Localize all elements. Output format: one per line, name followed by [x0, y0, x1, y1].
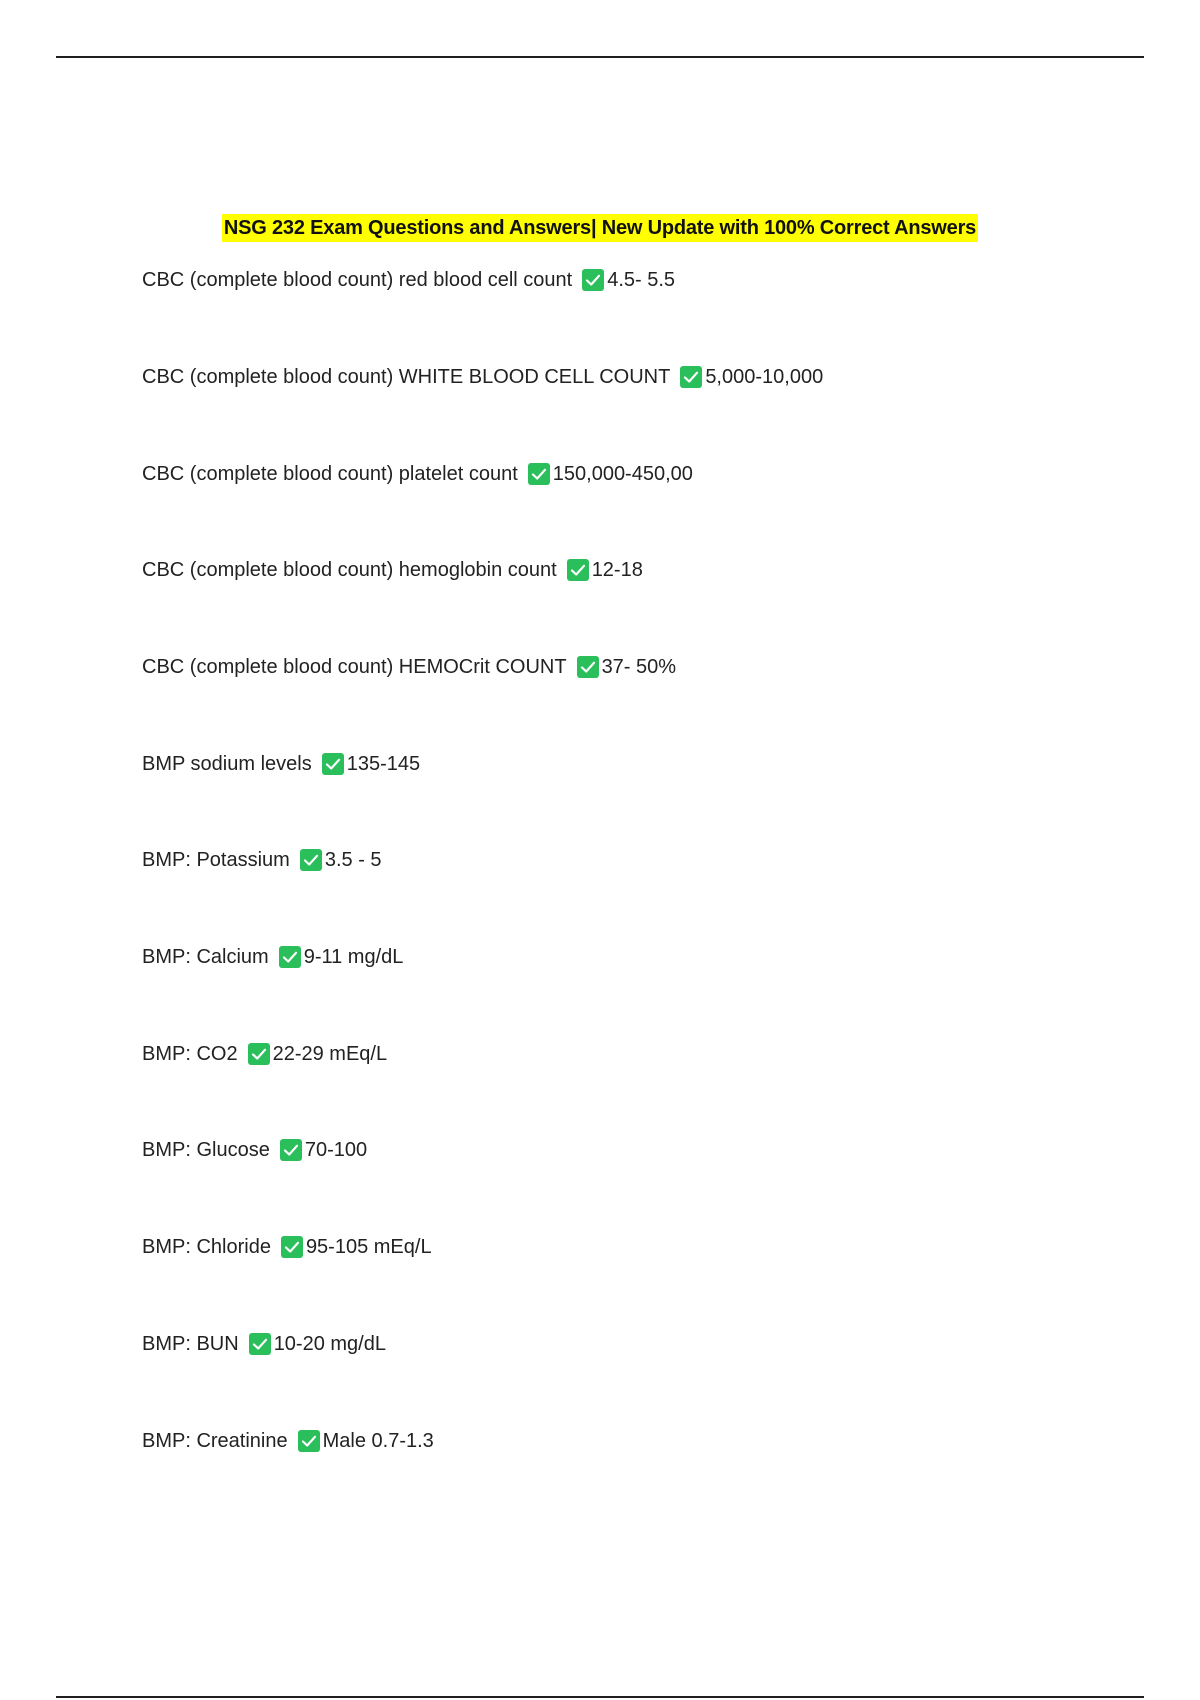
- question-text: CBC (complete blood count) red blood cell count: [142, 269, 573, 291]
- question-text: BMP: Potassium: [142, 849, 290, 871]
- checkmark-icon: [249, 1333, 271, 1355]
- question-text: BMP: Calcium: [142, 946, 269, 968]
- question-text: BMP: BUN: [142, 1333, 239, 1355]
- answer-text: 95-105 mEq/L: [305, 1236, 432, 1258]
- question-text: BMP: Creatinine: [142, 1430, 288, 1452]
- answer-text: 135-145: [346, 753, 421, 775]
- question-text: CBC (complete blood count) WHITE BLOOD CELL COUNT: [142, 366, 671, 388]
- question-text: CBC (complete blood count) HEMOCrit COUNT: [142, 656, 567, 678]
- question-text: CBC (complete blood count) hemoglobin count: [142, 559, 557, 581]
- checkmark-icon: [528, 463, 550, 485]
- checkmark-icon: [300, 849, 322, 871]
- question-text: CBC (complete blood count) platelet count: [142, 463, 518, 485]
- answer-text: 37- 50%: [601, 656, 677, 678]
- qa-item: [142, 846, 382, 874]
- qa-item: [142, 556, 643, 584]
- question-text: BMP sodium levels: [142, 753, 312, 775]
- answer-text: 22-29 mEq/L: [272, 1043, 388, 1065]
- question-text: BMP: Chloride: [142, 1236, 271, 1258]
- answer-text: 4.5- 5.5: [607, 269, 676, 291]
- answer-text: 150,000-450,00: [552, 463, 693, 485]
- footer-rule: [56, 1696, 1144, 1698]
- question-text: BMP: Glucose: [142, 1139, 270, 1161]
- qa-item: [142, 363, 823, 391]
- answer-text: 70-100: [304, 1139, 368, 1161]
- checkmark-icon: [248, 1043, 270, 1065]
- answer-text: 9-11 mg/dL: [303, 946, 404, 968]
- answer-text: 3.5 - 5: [324, 849, 382, 871]
- qa-item: [142, 750, 420, 778]
- checkmark-icon: [582, 269, 604, 291]
- answer-text: 12-18: [591, 559, 643, 581]
- qa-item: [142, 1330, 386, 1358]
- qa-item: [142, 943, 403, 971]
- question-text: BMP: CO2: [142, 1043, 238, 1065]
- checkmark-icon: [281, 1236, 303, 1258]
- qa-item: [142, 266, 675, 294]
- answer-text: Male 0.7-1.3: [322, 1430, 434, 1452]
- qa-item: [142, 1427, 434, 1455]
- checkmark-icon: [567, 559, 589, 581]
- checkmark-icon: [577, 656, 599, 678]
- answer-text: 10-20 mg/dL: [273, 1333, 386, 1355]
- qa-item: [142, 1233, 432, 1261]
- qa-item: [142, 1136, 367, 1164]
- qa-item: [142, 460, 693, 488]
- qa-item: [142, 653, 676, 681]
- checkmark-icon: [680, 366, 702, 388]
- checkmark-icon: [280, 1139, 302, 1161]
- checkmark-icon: [279, 946, 301, 968]
- checkmark-icon: [298, 1430, 320, 1452]
- document-title: NSG 232 Exam Questions and Answers| New Update with 100% Correct Answers: [222, 214, 978, 242]
- title-block: [0, 214, 1200, 242]
- header-rule: [56, 56, 1144, 58]
- qa-item: [142, 1040, 387, 1068]
- answer-text: 5,000-10,000: [705, 366, 824, 388]
- checkmark-icon: [322, 753, 344, 775]
